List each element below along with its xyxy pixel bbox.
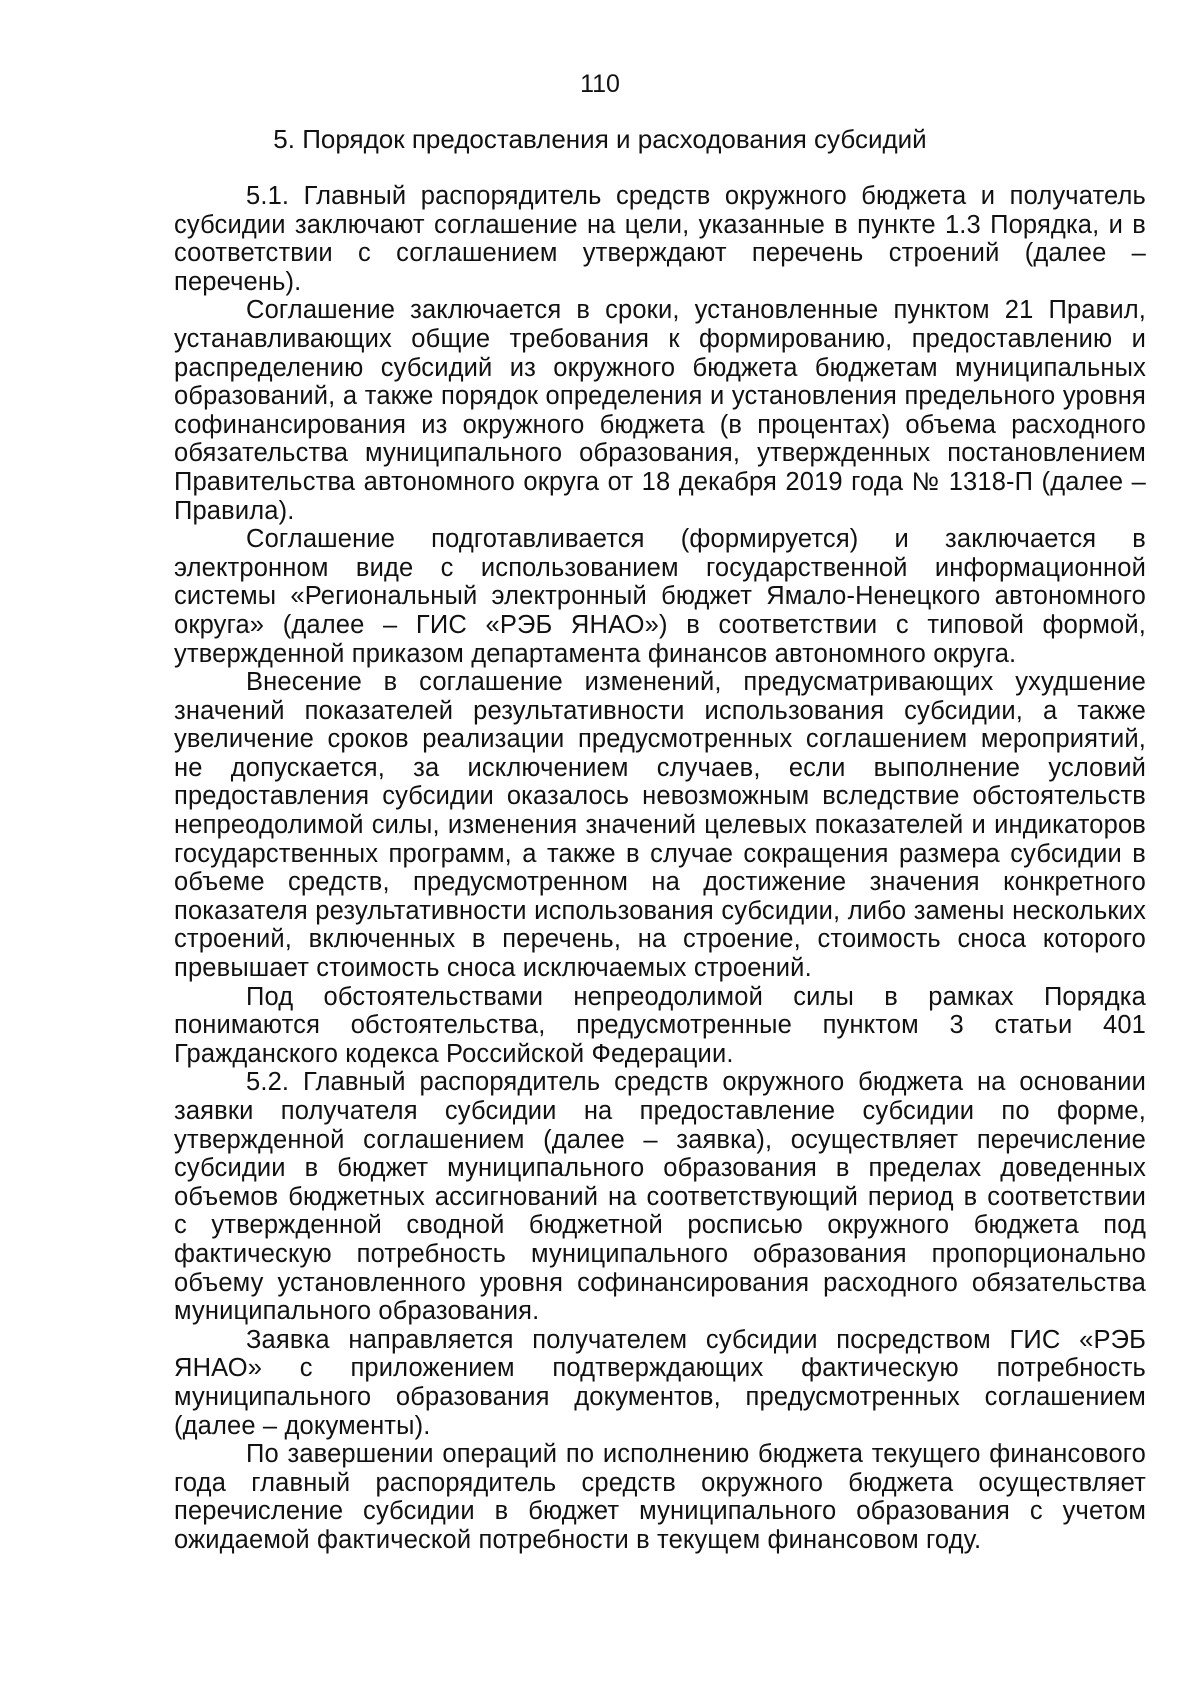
paragraph-agreement-changes: Внесение в соглашение изменений, предусматривающих ухудшение значений показателей результативности использования субсидии, а также увеличение сроков реализации предусмотренных соглашением мероприятий, не допускается, за исключением случаев, если выполнение условий предоставления субсидии оказалось невозможным вследствие обстоятельств непреодолимой силы, изменения значений целевых показателей и индикаторов государственных программ, а также в случае сокращения размера субсидии в объеме средств, предусмотренном на достижение значения конкретного показателя результативности использования субсидии, либо замены нескольких строений, включенных в перечень, на строение, стоимость сноса которого превышает стоимость сноса исключаемых строений. xyxy=(174,668,1146,983)
page-number: 110 xyxy=(580,70,620,98)
document-body xyxy=(174,182,1146,1555)
section-title: 5. Порядок предоставления и расходования субсидий xyxy=(273,124,927,154)
paragraph-agreement-terms: Соглашение заключается в сроки, установленные пунктом 21 Правил, устанавливающих общие требования к формированию, предоставлению и распределению субсидий из окружного бюджета бюджетам муниципальных образований, а также порядок определения и установления предельного уровня софинансирования из окружного бюджета (в процентах) объема расходного обязательства муниципального образования, утвержденных постановлением Правительства автономного округа от 18 декабря 2019 года № 1318-П (далее – Правила). xyxy=(174,296,1146,525)
paragraph-force-majeure: Под обстоятельствами непреодолимой силы в рамках Порядка понимаются обстоятельства, предусмотренные пунктом 3 статьи 401 Гражданского кодекса Российской Федерации. xyxy=(174,982,1146,1068)
paragraph-application: Заявка направляется получателем субсидии посредством ГИС «РЭБ ЯНАО» с приложением подтверждающих фактическую потребность муниципального образования документов, предусмотренных соглашением (далее – документы). xyxy=(174,1325,1146,1440)
paragraph-year-end: По завершении операций по исполнению бюджета текущего финансового года главный распорядитель средств окружного бюджета осуществляет перечисление субсидии в бюджет муниципального образования с учетом ожидаемой фактической потребности в текущем финансовом году. xyxy=(174,1440,1146,1554)
paragraph-5-2: 5.2. Главный распорядитель средств окружного бюджета на основании заявки получателя субсидии на предоставление субсидии по форме, утвержденной соглашением (далее – заявка), осуществляет перечисление субсидии в бюджет муниципального образования в пределах доведенных объемов бюджетных ассигнований на соответствующий период в соответствии с утвержденной сводной бюджетной росписью окружного бюджета под фактическую потребность муниципального образования пропорционально объему установленного уровня софинансирования расходного обязательства муниципального образования. xyxy=(174,1068,1146,1326)
paragraph-agreement-electronic: Соглашение подготавливается (формируется) и заключается в электронном виде с использованием государственной информационной системы «Региональный электронный бюджет Ямало-Ненецкого автономного округа» (далее – ГИС «РЭБ ЯНАО») в соответствии с типовой формой, утвержденной приказом департамента финансов автономного округа. xyxy=(174,525,1146,668)
paragraph-5-1: 5.1. Главный распорядитель средств окружного бюджета и получатель субсидии заключают соглашение на цели, указанные в пункте 1.3 Порядка, и в соответствии с соглашением утверждают перечень строений (далее – перечень). xyxy=(174,182,1146,296)
